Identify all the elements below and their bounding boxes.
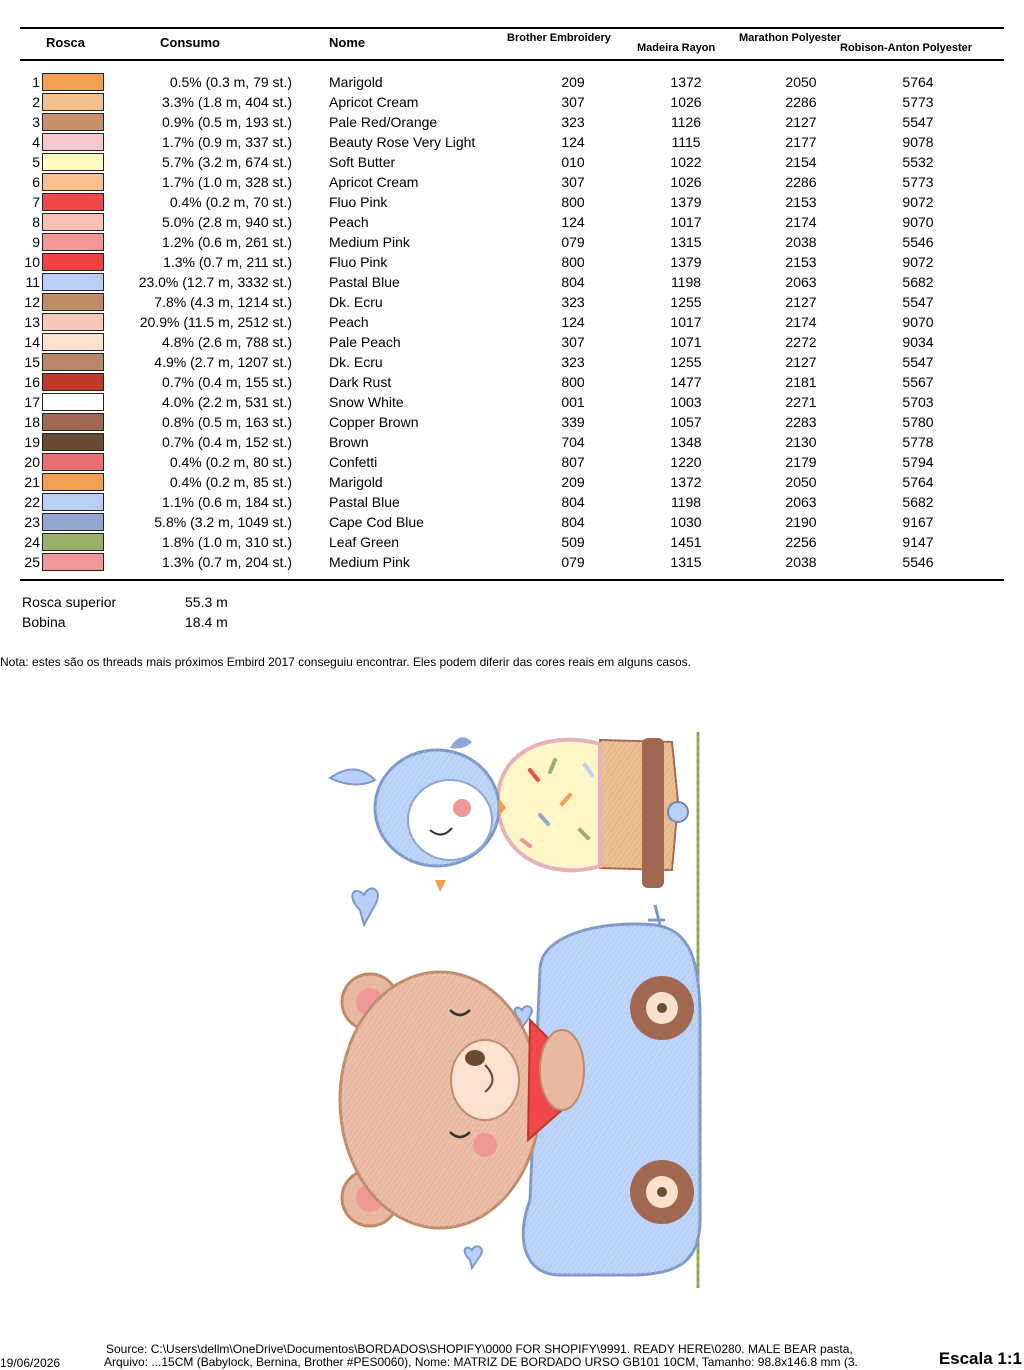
thread-number: 1 bbox=[32, 74, 40, 90]
marathon-code: 2063 bbox=[785, 274, 817, 290]
thread-number: 20 bbox=[24, 454, 40, 470]
table-row bbox=[0, 392, 1024, 412]
thread-name: Leaf Green bbox=[329, 534, 400, 550]
thread-consumption: 1.7% (1.0 m, 328 st.) bbox=[162, 174, 292, 190]
brother-code: 323 bbox=[561, 294, 585, 310]
thread-number: 19 bbox=[24, 434, 40, 450]
thread-name: Beauty Rose Very Light bbox=[329, 134, 476, 150]
thread-number: 7 bbox=[32, 194, 40, 210]
table-row bbox=[0, 212, 1024, 232]
robison-code: 5703 bbox=[902, 394, 934, 410]
table-row bbox=[0, 372, 1024, 392]
thread-number: 22 bbox=[24, 494, 40, 510]
marathon-code: 2283 bbox=[785, 414, 817, 430]
color-swatch bbox=[42, 413, 104, 431]
thread-consumption: 1.3% (0.7 m, 211 st.) bbox=[163, 254, 292, 270]
thread-consumption: 23.0% (12.7 m, 3332 st.) bbox=[138, 274, 292, 290]
thread-name: Dk. Ecru bbox=[329, 354, 383, 370]
footer-scale: Escala 1:1 bbox=[938, 1349, 1022, 1368]
brother-code: 807 bbox=[561, 454, 585, 470]
table-row bbox=[0, 352, 1024, 372]
thread-consumption: 1.3% (0.7 m, 204 st.) bbox=[162, 554, 292, 570]
brother-code: 323 bbox=[561, 354, 585, 370]
marathon-code: 2153 bbox=[785, 194, 817, 210]
brother-code: 804 bbox=[561, 514, 585, 530]
thread-number: 23 bbox=[24, 514, 40, 530]
robison-code: 5764 bbox=[902, 474, 934, 490]
robison-code: 9078 bbox=[902, 134, 934, 150]
brother-code: 704 bbox=[561, 434, 585, 450]
robison-code: 5547 bbox=[902, 114, 934, 130]
color-swatch bbox=[42, 393, 104, 411]
thread-name: Apricot Cream bbox=[329, 174, 419, 190]
marathon-code: 2038 bbox=[785, 234, 817, 250]
thread-number: 12 bbox=[24, 294, 40, 310]
robison-code: 9034 bbox=[902, 334, 934, 350]
thread-name: Medium Pink bbox=[329, 234, 410, 250]
thread-number: 16 bbox=[24, 374, 40, 390]
brother-code: 124 bbox=[561, 314, 585, 330]
marathon-code: 2177 bbox=[785, 134, 817, 150]
marathon-code: 2154 bbox=[785, 154, 817, 170]
brother-code: 509 bbox=[561, 534, 585, 550]
thread-consumption: 0.7% (0.4 m, 155 st.) bbox=[162, 374, 292, 390]
table-row bbox=[0, 532, 1024, 552]
robison-code: 5546 bbox=[902, 234, 934, 250]
table-row bbox=[0, 332, 1024, 352]
thread-number: 4 bbox=[32, 134, 40, 150]
color-swatch bbox=[42, 513, 104, 531]
marathon-code: 2272 bbox=[785, 334, 817, 350]
marathon-code: 2127 bbox=[785, 294, 817, 310]
robison-code: 5682 bbox=[902, 494, 934, 510]
bobbin-value: 18.4 m bbox=[185, 614, 228, 630]
madeira-code: 1017 bbox=[670, 314, 702, 330]
madeira-code: 1477 bbox=[670, 374, 702, 390]
marathon-code: 2286 bbox=[785, 94, 817, 110]
madeira-code: 1026 bbox=[670, 94, 702, 110]
thread-note: Nota: estes são os threads mais próximos Embird 2017 conseguiu encontrar. Eles podem diferir das cores reais em alguns casos. bbox=[0, 655, 692, 669]
color-swatch bbox=[42, 153, 104, 171]
top-thread-label: Rosca superior bbox=[22, 594, 117, 610]
madeira-code: 1198 bbox=[670, 494, 702, 510]
table-row bbox=[0, 432, 1024, 452]
thread-number: 6 bbox=[32, 174, 40, 190]
thread-number: 14 bbox=[24, 334, 40, 350]
color-swatch bbox=[42, 133, 104, 151]
table-row bbox=[0, 452, 1024, 472]
thread-name: Peach bbox=[329, 214, 369, 230]
thread-number: 5 bbox=[32, 154, 40, 170]
madeira-code: 1372 bbox=[670, 474, 702, 490]
thread-consumption: 4.9% (2.7 m, 1207 st.) bbox=[154, 354, 292, 370]
robison-code: 5773 bbox=[902, 94, 934, 110]
madeira-code: 1026 bbox=[670, 174, 702, 190]
robison-code: 5547 bbox=[902, 354, 934, 370]
thread-name: Dark Rust bbox=[329, 374, 392, 390]
thread-number: 17 bbox=[24, 394, 40, 410]
color-swatch bbox=[42, 113, 104, 131]
table-row bbox=[0, 112, 1024, 132]
robison-code: 5773 bbox=[902, 174, 934, 190]
thread-name: Pale Red/Orange bbox=[329, 114, 438, 130]
marathon-code: 2038 bbox=[785, 554, 817, 570]
marathon-code: 2127 bbox=[785, 114, 817, 130]
color-swatch bbox=[42, 493, 104, 511]
madeira-code: 1348 bbox=[670, 434, 702, 450]
header-robison: Robison-Anton Polyester bbox=[840, 42, 973, 54]
thread-name: Peach bbox=[329, 314, 369, 330]
table-row bbox=[0, 292, 1024, 312]
madeira-code: 1017 bbox=[670, 214, 702, 230]
thread-consumption: 0.4% (0.2 m, 70 st.) bbox=[169, 194, 292, 210]
thread-consumption: 7.8% (4.3 m, 1214 st.) bbox=[154, 294, 292, 310]
brother-code: 307 bbox=[561, 334, 585, 350]
thread-consumption: 4.0% (2.2 m, 531 st.) bbox=[162, 394, 292, 410]
color-swatch bbox=[42, 553, 104, 571]
marathon-code: 2127 bbox=[785, 354, 817, 370]
brother-code: 339 bbox=[561, 414, 585, 430]
thread-name: Marigold bbox=[329, 474, 383, 490]
thread-consumption: 1.7% (0.9 m, 337 st.) bbox=[162, 134, 292, 150]
thread-number: 9 bbox=[32, 234, 40, 250]
table-row bbox=[0, 312, 1024, 332]
color-swatch bbox=[42, 193, 104, 211]
brother-code: 209 bbox=[561, 74, 585, 90]
table-row bbox=[0, 152, 1024, 172]
thread-consumption: 0.7% (0.4 m, 152 st.) bbox=[162, 434, 292, 450]
table-row bbox=[0, 252, 1024, 272]
marathon-code: 2256 bbox=[785, 534, 817, 550]
brother-code: 804 bbox=[561, 494, 585, 510]
madeira-code: 1372 bbox=[670, 74, 702, 90]
top-thread-value: 55.3 m bbox=[185, 594, 228, 610]
thread-number: 8 bbox=[32, 214, 40, 230]
thread-consumption: 5.0% (2.8 m, 940 st.) bbox=[162, 214, 292, 230]
brother-code: 209 bbox=[561, 474, 585, 490]
thread-number: 25 bbox=[24, 554, 40, 570]
brother-code: 800 bbox=[561, 254, 585, 270]
madeira-code: 1379 bbox=[670, 194, 702, 210]
color-swatch bbox=[42, 253, 104, 271]
marathon-code: 2181 bbox=[785, 374, 817, 390]
marathon-code: 2063 bbox=[785, 494, 817, 510]
thread-name: Medium Pink bbox=[329, 554, 410, 570]
robison-code: 9072 bbox=[902, 194, 934, 210]
thread-name: Cape Cod Blue bbox=[329, 514, 424, 530]
header-marathon: Marathon Polyester bbox=[739, 32, 842, 44]
madeira-code: 1315 bbox=[670, 234, 702, 250]
table-row bbox=[0, 192, 1024, 212]
robison-code: 5567 bbox=[902, 374, 934, 390]
thread-name: Pastal Blue bbox=[329, 274, 400, 290]
thread-number: 2 bbox=[32, 94, 40, 110]
madeira-code: 1115 bbox=[671, 134, 701, 150]
thread-consumption: 5.7% (3.2 m, 674 st.) bbox=[162, 154, 292, 170]
thread-table bbox=[0, 72, 1024, 572]
embroidery-preview bbox=[300, 720, 720, 1300]
table-bottom-rule bbox=[20, 579, 1004, 581]
thread-name: Confetti bbox=[329, 454, 378, 470]
thread-consumption: 0.4% (0.2 m, 80 st.) bbox=[169, 454, 292, 470]
bobbin-label: Bobina bbox=[22, 614, 66, 630]
bird bbox=[330, 737, 506, 892]
color-swatch bbox=[42, 173, 104, 191]
table-row bbox=[0, 272, 1024, 292]
thread-consumption: 0.4% (0.2 m, 85 st.) bbox=[169, 474, 292, 490]
thread-number: 13 bbox=[24, 314, 40, 330]
robison-code: 5547 bbox=[902, 294, 934, 310]
color-swatch bbox=[42, 453, 104, 471]
brother-code: 124 bbox=[561, 134, 585, 150]
madeira-code: 1030 bbox=[670, 514, 702, 530]
thread-number: 11 bbox=[25, 274, 40, 290]
thread-name: Pastal Blue bbox=[329, 494, 400, 510]
header-nome: Nome bbox=[329, 35, 366, 50]
table-row bbox=[0, 72, 1024, 92]
thread-name: Fluo Pink bbox=[329, 194, 388, 210]
robison-code: 5546 bbox=[902, 554, 934, 570]
thread-consumption: 1.8% (1.0 m, 310 st.) bbox=[162, 534, 292, 550]
madeira-code: 1315 bbox=[670, 554, 702, 570]
robison-code: 9070 bbox=[902, 214, 934, 230]
marathon-code: 2174 bbox=[785, 314, 817, 330]
thread-consumption: 1.2% (0.6 m, 261 st.) bbox=[162, 234, 292, 250]
brother-code: 800 bbox=[561, 374, 585, 390]
marathon-code: 2130 bbox=[785, 434, 817, 450]
thread-number: 18 bbox=[24, 414, 40, 430]
color-swatch bbox=[42, 73, 104, 91]
table-row bbox=[0, 232, 1024, 252]
marathon-code: 2153 bbox=[785, 254, 817, 270]
header-consumo: Consumo bbox=[160, 35, 220, 50]
brother-code: 307 bbox=[561, 174, 585, 190]
robison-code: 9070 bbox=[902, 314, 934, 330]
color-swatch bbox=[42, 373, 104, 391]
cupcake bbox=[498, 738, 688, 888]
robison-code: 5778 bbox=[902, 434, 934, 450]
thread-name: Brown bbox=[329, 434, 369, 450]
marathon-code: 2190 bbox=[785, 514, 817, 530]
color-swatch bbox=[42, 273, 104, 291]
brother-code: 001 bbox=[561, 394, 585, 410]
brother-code: 079 bbox=[561, 234, 585, 250]
thread-consumption: 20.9% (11.5 m, 2512 st.) bbox=[139, 314, 292, 330]
header-brother: Brother Embroidery bbox=[507, 32, 611, 44]
thread-name: Soft Butter bbox=[329, 154, 396, 170]
color-swatch bbox=[42, 313, 104, 331]
thread-consumption: 0.9% (0.5 m, 193 st.) bbox=[162, 114, 292, 130]
madeira-code: 1071 bbox=[670, 334, 702, 350]
brother-code: 124 bbox=[561, 214, 585, 230]
robison-code: 5682 bbox=[902, 274, 934, 290]
brother-code: 079 bbox=[561, 554, 585, 570]
thread-number: 15 bbox=[24, 354, 40, 370]
thread-name: Snow White bbox=[329, 394, 404, 410]
table-row bbox=[0, 512, 1024, 532]
color-swatch bbox=[42, 233, 104, 251]
table-row bbox=[0, 92, 1024, 112]
thread-name: Apricot Cream bbox=[329, 94, 419, 110]
table-row bbox=[0, 132, 1024, 152]
robison-code: 9167 bbox=[902, 514, 934, 530]
madeira-code: 1126 bbox=[670, 114, 702, 130]
brother-code: 800 bbox=[561, 194, 585, 210]
thread-consumption: 0.5% (0.3 m, 79 st.) bbox=[169, 74, 292, 90]
color-swatch bbox=[42, 353, 104, 371]
color-swatch bbox=[42, 333, 104, 351]
madeira-code: 1451 bbox=[670, 534, 702, 550]
brother-code: 323 bbox=[561, 114, 585, 130]
thread-number: 21 bbox=[24, 474, 40, 490]
table-row bbox=[0, 472, 1024, 492]
madeira-code: 1220 bbox=[670, 454, 702, 470]
marathon-code: 2050 bbox=[785, 74, 817, 90]
color-swatch bbox=[42, 433, 104, 451]
thread-number: 24 bbox=[24, 534, 40, 550]
thread-number: 3 bbox=[32, 114, 40, 130]
madeira-code: 1379 bbox=[670, 254, 702, 270]
thread-name: Copper Brown bbox=[329, 414, 419, 430]
madeira-code: 1198 bbox=[670, 274, 702, 290]
color-swatch bbox=[42, 93, 104, 111]
thread-name: Pale Peach bbox=[329, 334, 401, 350]
thread-name: Dk. Ecru bbox=[329, 294, 383, 310]
color-swatch bbox=[42, 473, 104, 491]
marathon-code: 2271 bbox=[785, 394, 817, 410]
madeira-code: 1255 bbox=[670, 294, 702, 310]
brother-code: 307 bbox=[561, 94, 585, 110]
thread-number: 10 bbox=[24, 254, 40, 270]
footer-source: Source: C:\Users\dellm\OneDrive\Documentos\BORDADOS\SHOPIFY\0000 FOR SHOPIFY\9991. READY HERE\0280. MALE BEAR pasta, bbox=[106, 1342, 853, 1356]
marathon-code: 2179 bbox=[785, 454, 817, 470]
footer-date: 19/06/2026 bbox=[0, 1356, 61, 1370]
table-row bbox=[0, 412, 1024, 432]
madeira-code: 1022 bbox=[670, 154, 702, 170]
thread-consumption: 3.3% (1.8 m, 404 st.) bbox=[162, 94, 292, 110]
table-top-rule bbox=[20, 27, 1004, 29]
marathon-code: 2286 bbox=[785, 174, 817, 190]
robison-code: 5764 bbox=[902, 74, 934, 90]
thread-consumption: 5.8% (3.2 m, 1049 st.) bbox=[154, 514, 292, 530]
madeira-code: 1057 bbox=[670, 414, 702, 430]
header-madeira: Madeira Rayon bbox=[637, 42, 716, 54]
color-swatch bbox=[42, 533, 104, 551]
brother-code: 010 bbox=[561, 154, 585, 170]
robison-code: 5532 bbox=[902, 154, 934, 170]
madeira-code: 1003 bbox=[670, 394, 702, 410]
color-swatch bbox=[42, 213, 104, 231]
brother-code: 804 bbox=[561, 274, 585, 290]
footer-file: Arquivo: ...15CM (Babylock, Bernina, Brother #PES0060), Nome: MATRIZ DE BORDADO URSO GB101 10CM, Tamanho: 98.8x146.8 mm (3. bbox=[104, 1355, 858, 1369]
color-swatch bbox=[42, 293, 104, 311]
robison-code: 5794 bbox=[902, 454, 934, 470]
marathon-code: 2174 bbox=[785, 214, 817, 230]
robison-code: 9147 bbox=[902, 534, 934, 550]
thread-name: Fluo Pink bbox=[329, 254, 388, 270]
thread-name: Marigold bbox=[329, 74, 383, 90]
thread-consumption: 1.1% (0.6 m, 184 st.) bbox=[162, 494, 292, 510]
table-row bbox=[0, 492, 1024, 512]
robison-code: 9072 bbox=[902, 254, 934, 270]
robison-code: 5780 bbox=[902, 414, 934, 430]
marathon-code: 2050 bbox=[785, 474, 817, 490]
thread-consumption: 0.8% (0.5 m, 163 st.) bbox=[162, 414, 292, 430]
thread-consumption: 4.8% (2.6 m, 788 st.) bbox=[162, 334, 292, 350]
madeira-code: 1255 bbox=[670, 354, 702, 370]
table-row bbox=[0, 172, 1024, 192]
table-header-rule bbox=[20, 59, 1004, 61]
header-rosca: Rosca bbox=[46, 35, 86, 50]
table-row bbox=[0, 552, 1024, 572]
